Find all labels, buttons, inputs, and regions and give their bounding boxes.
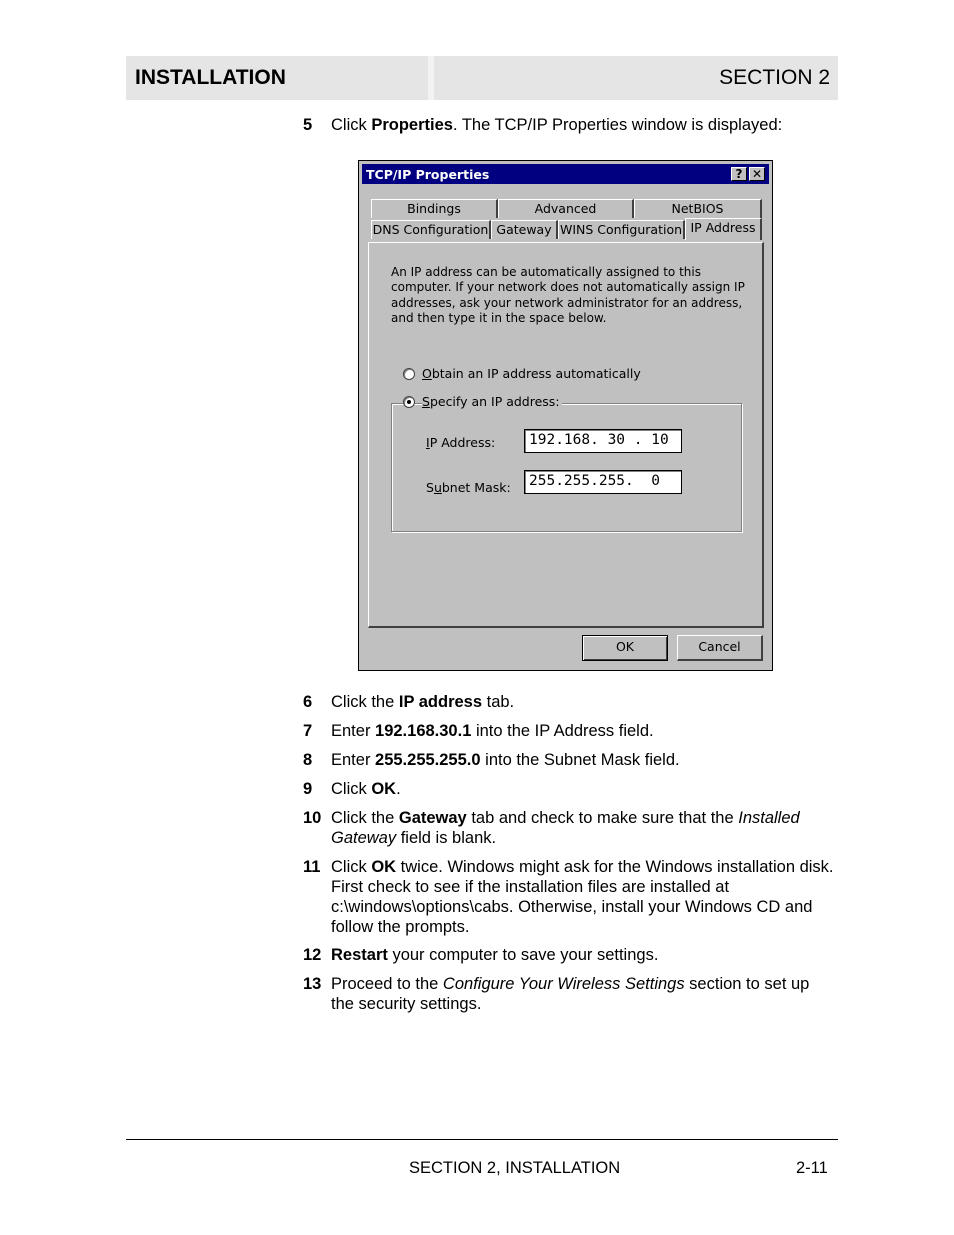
help-button[interactable] [731,167,747,181]
header-chapter-title: INSTALLATION [135,66,286,89]
step-text: Click the IP address tab. [331,693,515,711]
ip-info-text: An IP address can be automatically assigned to this computer. If your network does not automatically assign IP addresses, ask your network administrator for an address, and then type it in the space below. [391,265,745,325]
header-right-band [434,56,838,100]
footer-page-number: 2-11 [796,1159,828,1177]
cancel-button[interactable]: Cancel [677,635,763,661]
radio-specify-label[interactable]: Specify an IP address: [422,394,560,409]
step-text: Enter 192.168.30.1 into the IP Address field. [331,722,654,740]
radio-specify-ip[interactable] [403,396,415,408]
step-text: Proceed to the Configure Your Wireless Settings section to set up the security settings. [331,975,810,1013]
ip-address-field[interactable]: 192.168. 30 . 10 [524,429,682,453]
subnet-mask-label: Subnet Mask: [426,480,511,495]
specify-ip-groupbox [391,403,742,532]
tab-panel-ip-address [368,242,764,628]
step-number: 7 [303,722,313,740]
header-section-label: SECTION 2 [719,66,830,89]
step-number: 11 [303,858,321,876]
step-number: 6 [303,693,313,711]
tab-advanced[interactable]: Advanced [498,199,634,218]
tab-wins-configuration[interactable]: WINS Configuration [558,220,685,239]
step-text: Enter 255.255.255.0 into the Subnet Mask field. [331,751,680,769]
step-text: Click the Gateway tab and check to make sure that the Installed Gateway field is blank. [331,809,800,847]
dialog-screenshot [358,160,773,671]
tab-ip-address[interactable]: IP Address [685,218,762,240]
radio-obtain-label[interactable]: Obtain an IP address automatically [422,366,641,381]
ip-address-label: IP Address: [426,435,496,450]
help-icon: ? [735,167,743,181]
tab-bindings[interactable]: Bindings [371,199,498,218]
step-number: 5 [303,116,313,134]
footer-rule [126,1139,838,1140]
footer-section: SECTION 2, INSTALLATION [409,1159,621,1177]
step-number: 13 [303,975,322,993]
ok-button[interactable]: OK [582,635,668,661]
dialog-title: TCP/IP Properties [366,167,490,182]
tab-dns-configuration[interactable]: DNS Configuration [371,220,491,239]
tab-gateway[interactable]: Gateway [491,220,558,239]
step-number: 9 [303,780,313,798]
header-left-band [126,56,428,100]
subnet-mask-field[interactable]: 255.255.255. 0 [524,470,682,494]
step-number: 10 [303,809,322,827]
step-text: Click OK twice. Windows might ask for the Windows installation disk. First check to see if the installation files are installed at c:\windows\options\cabs. Otherwise, install your Windows CD and follow the prompts. [331,858,834,936]
close-button[interactable] [749,167,765,181]
radio-obtain-automatically[interactable] [403,368,415,380]
step-text: Restart your computer to save your settings. [331,946,659,964]
step-number: 12 [303,946,322,964]
step-text: Click Properties. The TCP/IP Properties window is displayed: [331,116,783,134]
tcpip-properties-dialog [360,162,771,669]
step-text: Click OK. [331,780,401,798]
step-number: 8 [303,751,313,769]
close-icon: ✕ [751,167,763,181]
dialog-titlebar[interactable] [362,164,769,184]
radio-selected-dot [407,400,411,404]
tab-netbios[interactable]: NetBIOS [634,199,762,218]
